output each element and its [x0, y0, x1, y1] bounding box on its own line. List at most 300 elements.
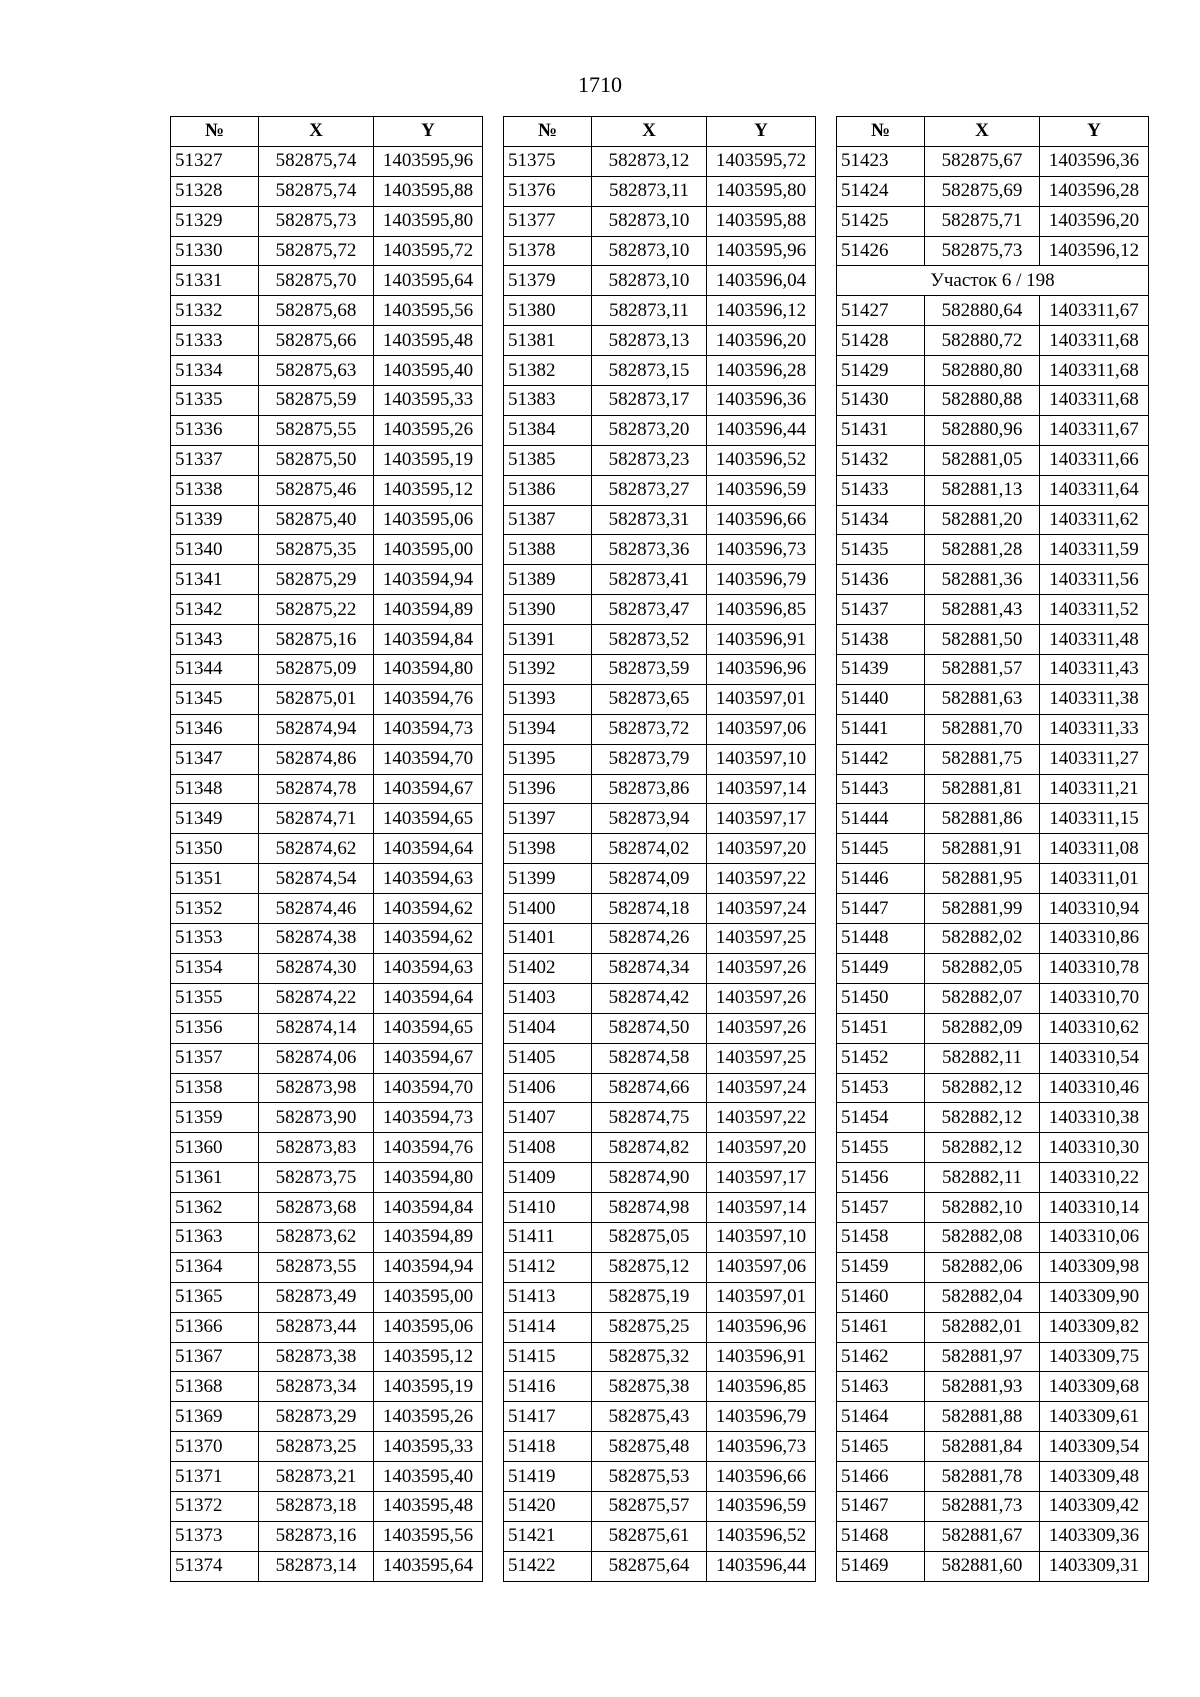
cell-x: 582873,10: [592, 266, 707, 296]
cell-number: 51390: [504, 595, 592, 625]
table-row: [504, 655, 816, 685]
cell-number: 51367: [171, 1342, 259, 1372]
cell-y: 1403311,43: [1040, 655, 1149, 685]
table-row: [504, 296, 816, 326]
header-x: X: [925, 117, 1040, 147]
cell-number: 51399: [504, 864, 592, 894]
cell-y: 1403595,48: [374, 1491, 483, 1521]
table-row: [837, 744, 1149, 774]
header-x: X: [592, 117, 707, 147]
table-row: [171, 983, 483, 1013]
cell-x: 582873,34: [259, 1372, 374, 1402]
table-row: [504, 625, 816, 655]
table-row: [837, 1222, 1149, 1252]
table-row: [837, 326, 1149, 356]
cell-x: 582873,12: [592, 146, 707, 176]
table-row: [837, 894, 1149, 924]
table-row: [837, 864, 1149, 894]
table-row: [837, 655, 1149, 685]
table-row: [504, 565, 816, 595]
table-row: [837, 356, 1149, 386]
cell-number: 51416: [504, 1372, 592, 1402]
table-row: [171, 1222, 483, 1252]
table-row: [171, 505, 483, 535]
cell-x: 582874,58: [592, 1043, 707, 1073]
cell-number: 51438: [837, 625, 925, 655]
cell-y: 1403311,68: [1040, 356, 1149, 386]
cell-y: 1403311,08: [1040, 834, 1149, 864]
cell-number: 51389: [504, 565, 592, 595]
table-row: [504, 1013, 816, 1043]
cell-y: 1403595,48: [374, 326, 483, 356]
table-row: [171, 1252, 483, 1282]
cell-number: 51430: [837, 386, 925, 416]
table-row: [837, 924, 1149, 954]
cell-y: 1403596,66: [707, 1462, 816, 1492]
table-row: [171, 1402, 483, 1432]
cell-number: 51373: [171, 1521, 259, 1551]
cell-y: 1403595,80: [707, 176, 816, 206]
cell-y: 1403597,06: [707, 1252, 816, 1282]
cell-x: 582882,07: [925, 983, 1040, 1013]
table-row: [837, 1551, 1149, 1581]
cell-number: 51423: [837, 146, 925, 176]
cell-y: 1403594,76: [374, 684, 483, 714]
cell-x: 582875,73: [259, 206, 374, 236]
cell-y: 1403595,26: [374, 1402, 483, 1432]
cell-number: 51395: [504, 744, 592, 774]
cell-y: 1403596,59: [707, 475, 816, 505]
cell-y: 1403596,36: [707, 386, 816, 416]
cell-y: 1403597,24: [707, 894, 816, 924]
cell-y: 1403309,98: [1040, 1252, 1149, 1282]
cell-x: 582873,16: [259, 1521, 374, 1551]
cell-y: 1403597,26: [707, 1013, 816, 1043]
cell-y: 1403597,24: [707, 1073, 816, 1103]
table-row: [171, 1312, 483, 1342]
cell-x: 582875,61: [592, 1521, 707, 1551]
cell-y: 1403310,06: [1040, 1222, 1149, 1252]
cell-x: 582874,02: [592, 834, 707, 864]
table-row: [504, 744, 816, 774]
cell-x: 582881,28: [925, 535, 1040, 565]
cell-number: 51425: [837, 206, 925, 236]
cell-y: 1403310,78: [1040, 953, 1149, 983]
table-row: [504, 326, 816, 356]
cell-number: 51332: [171, 296, 259, 326]
cell-number: 51400: [504, 894, 592, 924]
cell-y: 1403311,66: [1040, 445, 1149, 475]
cell-y: 1403597,25: [707, 1043, 816, 1073]
cell-y: 1403596,44: [707, 1551, 816, 1581]
cell-y: 1403596,28: [707, 356, 816, 386]
cell-x: 582882,05: [925, 953, 1040, 983]
cell-y: 1403597,17: [707, 1163, 816, 1193]
table-row: [504, 176, 816, 206]
cell-y: 1403310,62: [1040, 1013, 1149, 1043]
cell-x: 582882,02: [925, 924, 1040, 954]
table-row: [504, 1103, 816, 1133]
table-row: [504, 1551, 816, 1581]
cell-y: 1403309,42: [1040, 1491, 1149, 1521]
table-row: [504, 1193, 816, 1223]
cell-number: 51457: [837, 1193, 925, 1223]
table-row: [504, 1282, 816, 1312]
cell-x: 582881,88: [925, 1402, 1040, 1432]
cell-x: 582875,46: [259, 475, 374, 505]
cell-y: 1403309,48: [1040, 1462, 1149, 1492]
table-row: [171, 1462, 483, 1492]
cell-x: 582875,01: [259, 684, 374, 714]
cell-number: 51406: [504, 1073, 592, 1103]
table-row: [837, 1312, 1149, 1342]
cell-number: 51409: [504, 1163, 592, 1193]
cell-x: 582875,40: [259, 505, 374, 535]
cell-x: 582881,91: [925, 834, 1040, 864]
cell-number: 51453: [837, 1073, 925, 1103]
table-row: [504, 714, 816, 744]
cell-x: 582881,73: [925, 1491, 1040, 1521]
cell-y: 1403311,59: [1040, 535, 1149, 565]
cell-number: 51357: [171, 1043, 259, 1073]
cell-number: 51345: [171, 684, 259, 714]
cell-x: 582873,86: [592, 774, 707, 804]
cell-number: 51370: [171, 1432, 259, 1462]
table-row: [837, 834, 1149, 864]
table-row: [171, 1163, 483, 1193]
cell-y: 1403310,30: [1040, 1133, 1149, 1163]
header-y: Y: [374, 117, 483, 147]
table-header-row: [837, 117, 1149, 147]
table-row: [504, 1252, 816, 1282]
cell-number: 51465: [837, 1432, 925, 1462]
cell-number: 51469: [837, 1551, 925, 1581]
cell-x: 582881,43: [925, 595, 1040, 625]
cell-y: 1403596,12: [707, 296, 816, 326]
table-row: [504, 1372, 816, 1402]
cell-number: 51439: [837, 655, 925, 685]
cell-y: 1403311,48: [1040, 625, 1149, 655]
cell-number: 51394: [504, 714, 592, 744]
cell-y: 1403594,76: [374, 1133, 483, 1163]
cell-y: 1403594,84: [374, 625, 483, 655]
cell-x: 582873,94: [592, 804, 707, 834]
cell-x: 582881,81: [925, 774, 1040, 804]
cell-number: 51349: [171, 804, 259, 834]
cell-x: 582875,67: [925, 146, 1040, 176]
cell-x: 582882,11: [925, 1163, 1040, 1193]
cell-y: 1403595,96: [707, 236, 816, 266]
table-row: [171, 296, 483, 326]
cell-number: 51371: [171, 1462, 259, 1492]
table-row: [171, 714, 483, 744]
table-row: [171, 953, 483, 983]
cell-x: 582880,64: [925, 296, 1040, 326]
cell-x: 582875,43: [592, 1402, 707, 1432]
cell-y: 1403596,91: [707, 1342, 816, 1372]
table-row: [171, 804, 483, 834]
cell-number: 51458: [837, 1222, 925, 1252]
cell-y: 1403597,06: [707, 714, 816, 744]
cell-x: 582873,11: [592, 296, 707, 326]
table-row: [837, 684, 1149, 714]
table-row: [171, 1013, 483, 1043]
cell-y: 1403311,38: [1040, 684, 1149, 714]
cell-x: 582873,20: [592, 415, 707, 445]
cell-number: 51378: [504, 236, 592, 266]
cell-y: 1403309,75: [1040, 1342, 1149, 1372]
cell-x: 582882,10: [925, 1193, 1040, 1223]
header-number: №: [504, 117, 592, 147]
cell-y: 1403595,64: [374, 266, 483, 296]
cell-x: 582875,29: [259, 565, 374, 595]
cell-y: 1403595,56: [374, 296, 483, 326]
table-row: [171, 595, 483, 625]
cell-number: 51347: [171, 744, 259, 774]
cell-number: 51427: [837, 296, 925, 326]
cell-x: 582875,66: [259, 326, 374, 356]
cell-x: 582875,19: [592, 1282, 707, 1312]
cell-x: 582875,09: [259, 655, 374, 685]
cell-y: 1403594,63: [374, 864, 483, 894]
cell-number: 51397: [504, 804, 592, 834]
cell-number: 51333: [171, 326, 259, 356]
cell-number: 51459: [837, 1252, 925, 1282]
cell-y: 1403595,06: [374, 1312, 483, 1342]
cell-number: 51380: [504, 296, 592, 326]
cell-number: 51335: [171, 386, 259, 416]
cell-x: 582882,12: [925, 1133, 1040, 1163]
table-row: [504, 1342, 816, 1372]
cell-y: 1403594,65: [374, 804, 483, 834]
table-row: [837, 1462, 1149, 1492]
cell-number: 51338: [171, 475, 259, 505]
cell-number: 51377: [504, 206, 592, 236]
table-row: [504, 236, 816, 266]
cell-number: 51420: [504, 1491, 592, 1521]
cell-y: 1403597,10: [707, 1222, 816, 1252]
table-row: [837, 475, 1149, 505]
cell-y: 1403310,94: [1040, 894, 1149, 924]
cell-x: 582873,23: [592, 445, 707, 475]
cell-number: 51424: [837, 176, 925, 206]
cell-x: 582874,82: [592, 1133, 707, 1163]
cell-y: 1403596,36: [1040, 146, 1149, 176]
cell-y: 1403594,62: [374, 894, 483, 924]
cell-y: 1403310,54: [1040, 1043, 1149, 1073]
cell-y: 1403596,04: [707, 266, 816, 296]
cell-x: 582881,20: [925, 505, 1040, 535]
cell-x: 582881,75: [925, 744, 1040, 774]
cell-x: 582874,09: [592, 864, 707, 894]
table-row: [504, 953, 816, 983]
table-header-row: [171, 117, 483, 147]
cell-number: 51456: [837, 1163, 925, 1193]
table-row: [504, 1133, 816, 1163]
table-row: [504, 1222, 816, 1252]
table-row: [504, 415, 816, 445]
cell-y: 1403595,64: [374, 1551, 483, 1581]
header-number: №: [837, 117, 925, 147]
cell-number: 51462: [837, 1342, 925, 1372]
cell-number: 51386: [504, 475, 592, 505]
cell-x: 582874,66: [592, 1073, 707, 1103]
cell-x: 582881,05: [925, 445, 1040, 475]
table-row: [504, 1312, 816, 1342]
cell-number: 51419: [504, 1462, 592, 1492]
cell-number: 51433: [837, 475, 925, 505]
cell-y: 1403597,14: [707, 774, 816, 804]
table-row: [837, 505, 1149, 535]
table-row: [837, 565, 1149, 595]
cell-y: 1403595,56: [374, 1521, 483, 1551]
cell-y: 1403597,25: [707, 924, 816, 954]
cell-x: 582875,38: [592, 1372, 707, 1402]
cell-x: 582874,38: [259, 924, 374, 954]
table-row: [837, 1372, 1149, 1402]
cell-number: 51463: [837, 1372, 925, 1402]
table-row: [504, 1073, 816, 1103]
table-row: [837, 1133, 1149, 1163]
cell-x: 582873,29: [259, 1402, 374, 1432]
cell-x: 582875,48: [592, 1432, 707, 1462]
table-row: [171, 1372, 483, 1402]
cell-x: 582873,14: [259, 1551, 374, 1581]
table-row: [837, 1043, 1149, 1073]
cell-y: 1403596,52: [707, 1521, 816, 1551]
cell-x: 582874,75: [592, 1103, 707, 1133]
cell-y: 1403310,14: [1040, 1193, 1149, 1223]
cell-number: 51354: [171, 953, 259, 983]
table-row: [837, 983, 1149, 1013]
cell-number: 51407: [504, 1103, 592, 1133]
cell-number: 51449: [837, 953, 925, 983]
cell-x: 582882,12: [925, 1073, 1040, 1103]
table-row: [171, 415, 483, 445]
cell-number: 51404: [504, 1013, 592, 1043]
cell-x: 582873,31: [592, 505, 707, 535]
cell-y: 1403596,44: [707, 415, 816, 445]
table-row: [171, 565, 483, 595]
cell-x: 582873,44: [259, 1312, 374, 1342]
table-header-row: [504, 117, 816, 147]
cell-number: 51330: [171, 236, 259, 266]
cell-number: 51401: [504, 924, 592, 954]
cell-x: 582874,94: [259, 714, 374, 744]
cell-x: 582875,16: [259, 625, 374, 655]
cell-number: 51441: [837, 714, 925, 744]
cell-y: 1403596,79: [707, 1402, 816, 1432]
cell-number: 51369: [171, 1402, 259, 1432]
cell-y: 1403595,33: [374, 386, 483, 416]
table-row: [504, 595, 816, 625]
cell-number: 51336: [171, 415, 259, 445]
cell-number: 51445: [837, 834, 925, 864]
cell-x: 582875,70: [259, 266, 374, 296]
cell-number: 51421: [504, 1521, 592, 1551]
table-row: [504, 1163, 816, 1193]
cell-x: 582873,65: [592, 684, 707, 714]
cell-number: 51417: [504, 1402, 592, 1432]
cell-number: 51329: [171, 206, 259, 236]
cell-y: 1403595,12: [374, 475, 483, 505]
cell-y: 1403310,22: [1040, 1163, 1149, 1193]
table-row: [504, 1402, 816, 1432]
cell-y: 1403596,91: [707, 625, 816, 655]
cell-number: 51422: [504, 1551, 592, 1581]
cell-number: 51339: [171, 505, 259, 535]
cell-y: 1403595,80: [374, 206, 483, 236]
cell-number: 51414: [504, 1312, 592, 1342]
cell-x: 582875,57: [592, 1491, 707, 1521]
cell-number: 51351: [171, 864, 259, 894]
cell-number: 51359: [171, 1103, 259, 1133]
cell-number: 51403: [504, 983, 592, 1013]
cell-x: 582881,93: [925, 1372, 1040, 1402]
table-row: [837, 1402, 1149, 1432]
cell-number: 51364: [171, 1252, 259, 1282]
cell-y: 1403310,46: [1040, 1073, 1149, 1103]
table-row: [504, 206, 816, 236]
table-row: [837, 206, 1149, 236]
cell-y: 1403309,82: [1040, 1312, 1149, 1342]
cell-y: 1403595,40: [374, 356, 483, 386]
cell-x: 582873,18: [259, 1491, 374, 1521]
cell-x: 582882,06: [925, 1252, 1040, 1282]
cell-y: 1403594,70: [374, 744, 483, 774]
table-row: [837, 1103, 1149, 1133]
cell-x: 582875,69: [925, 176, 1040, 206]
table-row: [837, 1193, 1149, 1223]
table-row: [837, 1521, 1149, 1551]
cell-y: 1403596,73: [707, 1432, 816, 1462]
cell-number: 51382: [504, 356, 592, 386]
table-row: [171, 1043, 483, 1073]
cell-y: 1403596,59: [707, 1491, 816, 1521]
cell-y: 1403594,89: [374, 1222, 483, 1252]
table-row: [837, 774, 1149, 804]
cell-number: 51448: [837, 924, 925, 954]
cell-number: 51363: [171, 1222, 259, 1252]
table-row: [171, 1103, 483, 1133]
table-row: [504, 1491, 816, 1521]
header-x: X: [259, 117, 374, 147]
cell-number: 51350: [171, 834, 259, 864]
cell-y: 1403594,73: [374, 1103, 483, 1133]
cell-y: 1403311,67: [1040, 415, 1149, 445]
header-number: №: [171, 117, 259, 147]
table-row: [837, 1013, 1149, 1043]
table-row: [504, 804, 816, 834]
cell-number: 51388: [504, 535, 592, 565]
table-row: [171, 655, 483, 685]
cell-number: 51437: [837, 595, 925, 625]
cell-number: 51368: [171, 1372, 259, 1402]
cell-number: 51442: [837, 744, 925, 774]
cell-number: 51408: [504, 1133, 592, 1163]
cell-x: 582880,96: [925, 415, 1040, 445]
cell-number: 51353: [171, 924, 259, 954]
cell-x: 582881,50: [925, 625, 1040, 655]
cell-x: 582881,86: [925, 804, 1040, 834]
cell-x: 582875,63: [259, 356, 374, 386]
cell-x: 582873,49: [259, 1282, 374, 1312]
cell-x: 582882,08: [925, 1222, 1040, 1252]
cell-y: 1403596,73: [707, 535, 816, 565]
cell-x: 582882,09: [925, 1013, 1040, 1043]
cell-y: 1403310,70: [1040, 983, 1149, 1013]
table-row: [504, 774, 816, 804]
